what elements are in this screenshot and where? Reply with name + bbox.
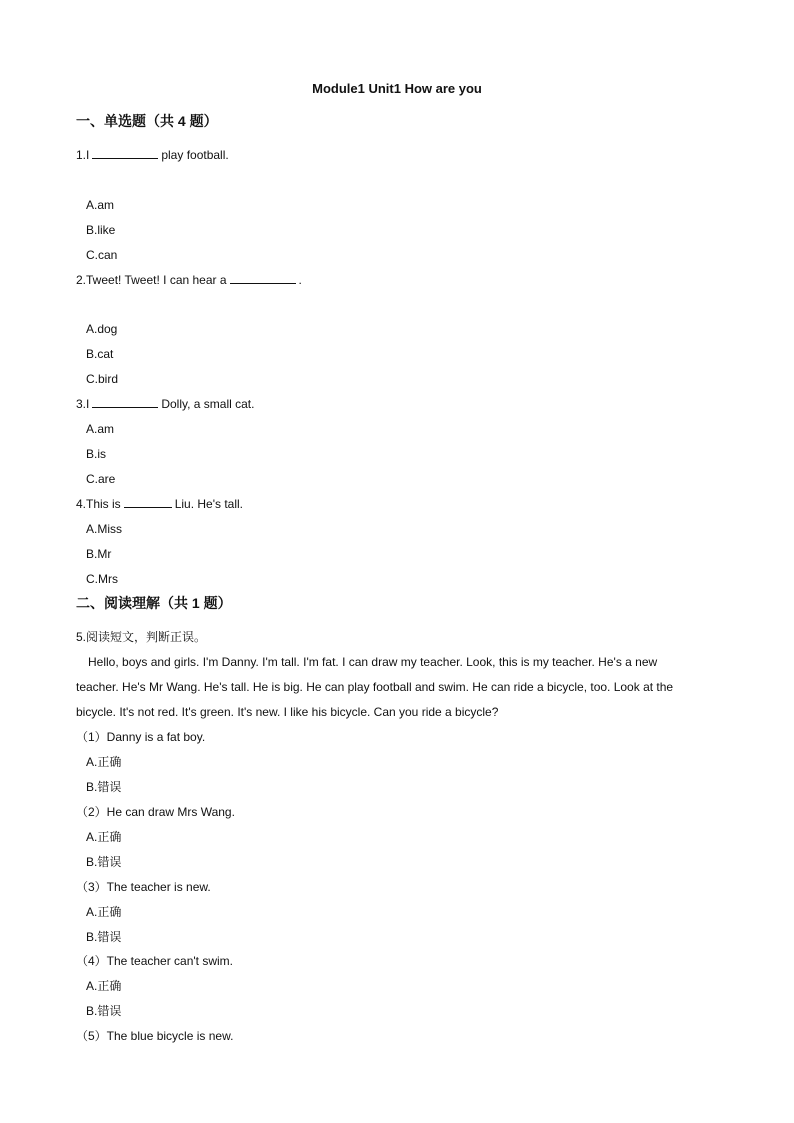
sub-question-3-option-a: A.正确: [86, 905, 122, 919]
answer-blank: [124, 495, 172, 508]
sub-question-4: （4）The teacher can't swim.: [76, 954, 234, 968]
question-2-option-a: A.dog: [86, 322, 118, 336]
sub-question-4-option-a: A.正确: [86, 979, 122, 993]
sub-question-2-option-b: B.错误: [86, 855, 122, 869]
question-4-option-b: B.Mr: [86, 547, 112, 561]
answer-blank: [92, 146, 158, 159]
answer-blank: [92, 395, 158, 408]
question-3: [76, 395, 736, 413]
question-3-stem-start: 3.I: [76, 397, 90, 411]
question-2-stem-end: .: [298, 273, 302, 287]
passage-line-3: bicycle. It's not red. It's green. It's new. I like his bicycle. Can you ride a bicycle?: [76, 705, 499, 719]
sub-question-1-option-b: B.错误: [86, 780, 122, 794]
question-1-option-b: B.like: [86, 223, 116, 237]
sub-question-2-option-a: A.正确: [86, 830, 122, 844]
section-heading-single-choice: 一、单选题（共 4 题）: [76, 113, 218, 129]
question-3-option-b: B.is: [86, 447, 107, 461]
question-2: [76, 271, 736, 289]
passage-line-2: teacher. He's Mr Wang. He's tall. He is big. He can play football and swim. He can ride a bicycle, too. Look at the: [76, 680, 674, 694]
question-4-stem-end: Liu. He's tall.: [174, 497, 244, 511]
question-1-option-a: A.am: [86, 198, 115, 212]
question-1-option-c: C.can: [86, 248, 118, 262]
question-2-option-b: B.cat: [86, 347, 114, 361]
sub-question-1: （1）Danny is a fat boy.: [76, 730, 206, 744]
passage-line-1: Hello, boys and girls. I'm Danny. I'm tall. I'm fat. I can draw my teacher. Look, this is my teacher. He's a new: [88, 655, 658, 669]
section-heading-reading: 二、阅读理解（共 1 题）: [76, 595, 232, 611]
question-4-option-c: C.Mrs: [86, 572, 118, 586]
sub-question-2: （2）He can draw Mrs Wang.: [76, 805, 235, 819]
question-1-stem-start: 1.I: [76, 148, 90, 162]
sub-question-4-option-b: B.错误: [86, 1004, 122, 1018]
page-title: Module1 Unit1 How are you: [312, 81, 482, 96]
sub-question-3: （3）The teacher is new.: [76, 880, 211, 894]
question-2-stem-start: 2.Tweet! Tweet! I can hear a: [76, 273, 227, 287]
question-4-stem-start: 4.This is: [76, 497, 121, 511]
question-1-stem-end: play football.: [161, 148, 229, 162]
question-4-option-a: A.Miss: [86, 522, 122, 536]
question-4: [76, 495, 736, 513]
question-3-option-a: A.am: [86, 422, 115, 436]
question-3-stem-end: Dolly, a small cat.: [161, 397, 255, 411]
question-5-instruction: 5.阅读短文，判断正误。: [76, 630, 207, 644]
sub-question-1-option-a: A.正确: [86, 755, 122, 769]
answer-blank: [230, 271, 296, 284]
question-2-option-c: C.bird: [86, 372, 119, 386]
sub-question-3-option-b: B.错误: [86, 930, 122, 944]
question-3-option-c: C.are: [86, 472, 116, 486]
question-1: [76, 146, 736, 164]
sub-question-5: （5）The blue bicycle is new.: [76, 1029, 234, 1043]
